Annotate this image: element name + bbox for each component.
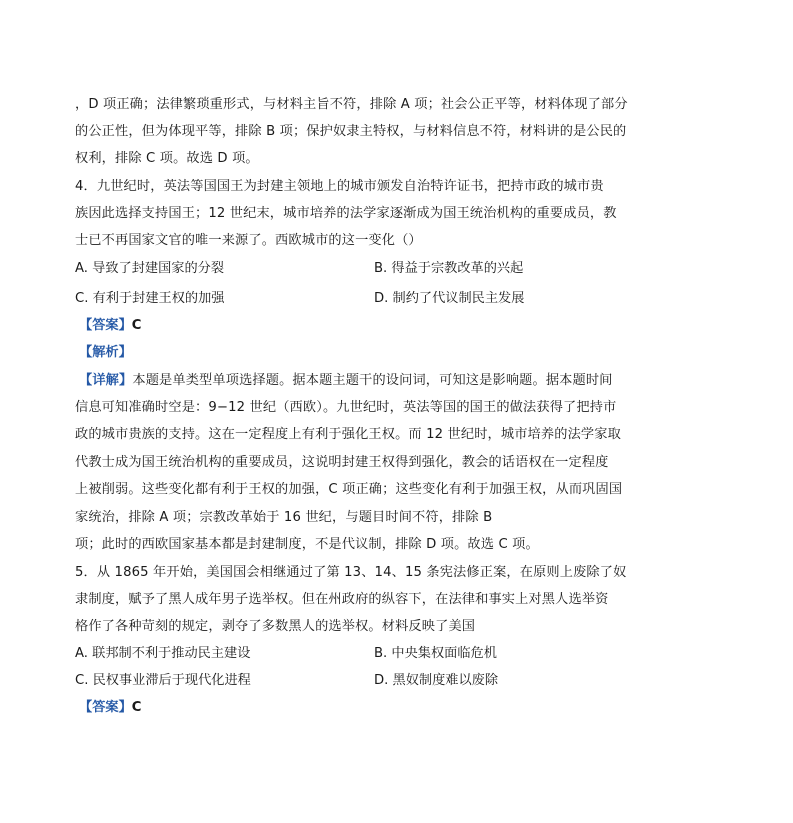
q4-detail-line-5: 上被削弱。这些变化都有利于王权的加强，C 项正确；这些变化有利于加强王权，从而巩固国 [75,482,623,497]
analysis-label: 解析 [92,345,119,360]
q5-option-c: C. 民权事业滞后于现代化进程 [75,673,251,688]
bracket-close: 】 [118,700,132,715]
q4-detail-line-1 [79,368,727,394]
detail-label: 详解 [92,373,120,388]
bracket-close: 】 [119,373,133,388]
q5-option-d: D. 黑奴制度难以废除 [374,673,499,688]
q4-detail-line-4: 代教士成为国王统治机构的重要成员，这说明封建王权得到强化，教会的话语权在一定程度 [75,455,609,470]
q5-option-a: A. 联邦制不利于推动民主建设 [75,646,251,661]
bracket-close: 】 [118,345,132,360]
answer-value: C [131,700,142,715]
q5-stem-line-1: 5．从 1865 年开始，美国国会相继通过了第 13、14、15 条宪法修正案，在原则上废除了奴 [75,565,627,580]
q5-stem-line-2: 隶制度，赋予了黑人成年男子选举权。但在州政府的纵容下，在法律和事实上对黑人选举资 [75,592,609,607]
answer-label: 答案 [92,700,119,715]
q4-option-b: B. 得益于宗教改革的兴起 [374,261,524,276]
q4-detail-line-6: 家统治，排除 A 项；宗教改革始于 16 世纪，与题目时间不符，排除 B [75,510,493,525]
prev-analysis-line-2: 的公正性，但为体现平等，排除 B 项；保护奴隶主特权，与材料信息不符，材料讲的是公民的 [75,124,627,139]
q4-option-d: D. 制约了代议制民主发展 [374,291,525,306]
q4-detail-line-3: 政的城市贵族的支持。这在一定程度上有利于强化王权。而 12 世纪时，城市培养的法学家取 [75,427,621,442]
answer-value: C [131,318,142,333]
q5-stem-line-3: 格作了各种苛刻的规定，剥夺了多数黑人的选举权。材料反映了美国 [75,619,476,634]
bracket-open: 【 [79,700,93,715]
bracket-open: 【 [79,318,93,333]
q4-stem-line-1: 4．九世纪时，英法等国国王为封建主领地上的城市颁发自治特许证书，把持市政的城市贵 [75,179,604,194]
q5-option-b: B. 中央集权面临危机 [374,646,497,661]
bracket-close: 】 [118,318,132,333]
answer-label: 答案 [92,318,119,333]
q5-answer [79,695,141,721]
prev-analysis-line-1: ，D 项正确；法律繁琐重形式，与材料主旨不符，排除 A 项；社会公正平等，材料体现了部分 [75,97,628,112]
q4-option-c: C. 有利于封建王权的加强 [75,291,225,306]
q4-detail-line-2: 信息可知准确时空是：9−12 世纪（西欧）。九世纪时，英法等国的国王的做法获得了把持市 [75,400,617,415]
q4-detail-line-7: 项；此时的西欧国家基本都是封建制度，不是代议制，排除 D 项。故选 C 项。 [75,537,539,552]
detail-text: 本题是单类型单项选择题。据本题主题干的设问词，可知这是影响题。据本题时间 [132,373,613,388]
q4-answer [79,313,141,339]
q4-analysis-heading [79,340,132,366]
q4-option-a: A. 导致了封建国家的分裂 [75,261,225,276]
q4-stem-line-3: 士已不再国家文官的唯一来源了。西欧城市的这一变化（） [75,233,422,248]
q4-stem-line-2: 族因此选择支持国王；12 世纪末，城市培养的法学家逐渐成为国王统治机构的重要成员，教 [75,206,617,221]
prev-analysis-line-3: 权利，排除 C 项。故选 D 项。 [75,151,259,166]
bracket-open: 【 [79,345,93,360]
bracket-open: 【 [79,373,93,388]
